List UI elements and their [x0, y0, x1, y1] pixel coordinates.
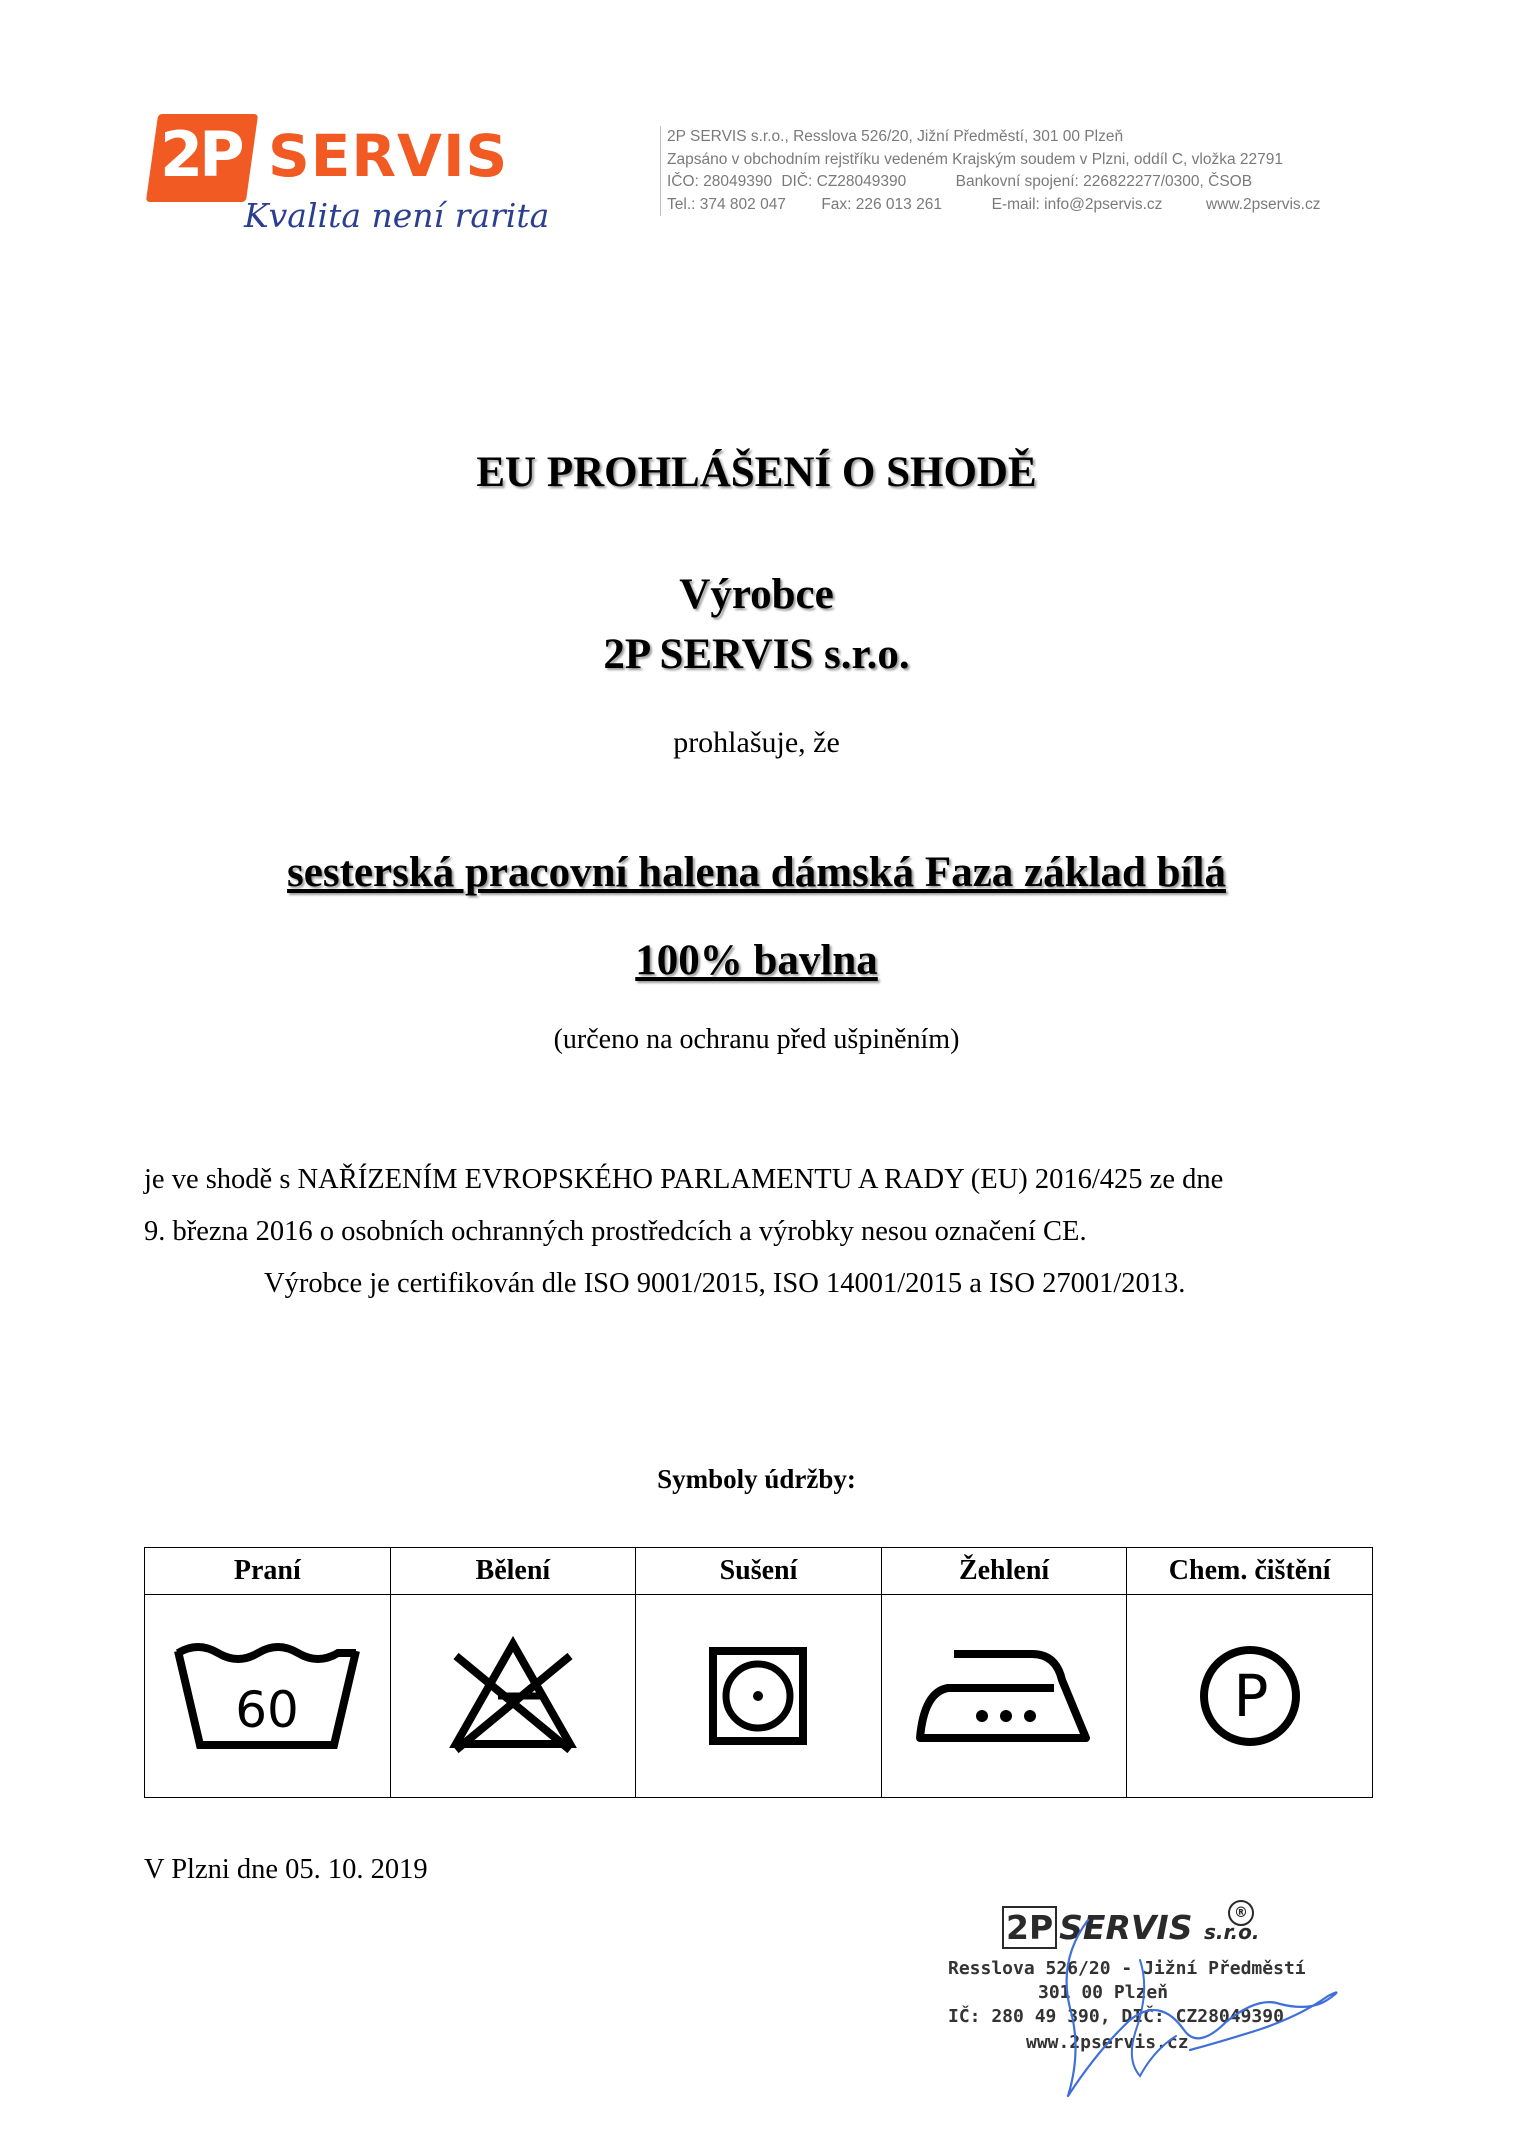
- dry-clean-letter: P: [1233, 1662, 1269, 1730]
- iron-three-dots-icon: [914, 1646, 1094, 1746]
- signature: [940, 1900, 1360, 2120]
- company-contact-row: [667, 194, 1321, 217]
- company-stamp: [940, 1900, 1360, 2120]
- care-header-row: [145, 1548, 1373, 1595]
- company-bank: Bankovní spojení: 226822277/0300, ČSOB: [955, 173, 1253, 190]
- company-ids-row: [667, 171, 1321, 194]
- company-ico: IČO: 28049390: [667, 173, 773, 190]
- document-title: EU PROHLÁŠENÍ O SHODĚ: [476, 449, 1037, 496]
- conformity-line-1: je ve shodě s NAŘÍZENÍM EVROPSKÉHO PARLAMENTU A RADY (EU) 2016/425 ze dne: [144, 1164, 1224, 1195]
- stamp-ids: IČ: 280 49 390, DIČ: CZ28049390: [948, 2006, 1284, 2027]
- dry-clean-p-icon: [1198, 1644, 1302, 1748]
- company-address: 2P SERVIS s.r.o., Resslova 526/20, Jižní Předměstí, 301 00 Plzeň: [667, 128, 1124, 145]
- manufacturer-name: 2P SERVIS s.r.o.: [603, 631, 910, 678]
- company-tel: Tel.: 374 802 047: [667, 195, 786, 213]
- stamp-web: www.2pservis.cz: [1026, 2032, 1189, 2053]
- header-ironing: Žehlení: [881, 1548, 1127, 1595]
- header-dry-cleaning: Chem. čištění: [1127, 1548, 1373, 1595]
- care-symbols-table: [144, 1547, 1373, 1798]
- cell-bleaching: [390, 1595, 636, 1798]
- manufacturer-label: Výrobce: [679, 571, 834, 618]
- declares-text: prohlašuje, že: [673, 726, 840, 759]
- wash-temperature: 60: [235, 1681, 300, 1739]
- product-name: sesterská pracovní halena dámská Faza základ bílá: [287, 849, 1226, 896]
- cell-washing: [145, 1595, 391, 1798]
- logo-tagline: Kvalita není rarita: [244, 196, 550, 235]
- stamp-name: SERVIS: [1059, 1908, 1193, 1947]
- stamp-address: Resslova 526/20 - Jižní Předměstí: [948, 1958, 1306, 1979]
- cell-dry-cleaning: [1127, 1595, 1373, 1798]
- logo-badge-text: 2P: [160, 118, 241, 191]
- certification-line: Výrobce je certifikován dle ISO 9001/2015, ISO 14001/2015 a ISO 27001/2013.: [264, 1268, 1186, 1299]
- care-symbols-title: Symboly údržby:: [657, 1464, 856, 1494]
- product-purpose: (určeno na ochranu před ušpiněním): [553, 1024, 960, 1055]
- tumble-dry-low-icon: [708, 1646, 808, 1746]
- company-web[interactable]: www.2pservis.cz: [1205, 195, 1321, 213]
- registered-mark: ®: [1228, 1900, 1254, 1926]
- care-symbols-row: [145, 1595, 1373, 1798]
- washtub-60-icon: [172, 1641, 362, 1751]
- company-email[interactable]: E-mail: info@2pservis.cz: [991, 195, 1163, 213]
- company-fax: Fax: 226 013 261: [821, 195, 942, 213]
- logo-name: SERVIS: [268, 122, 509, 190]
- place-and-date: V Plzni dne 05. 10. 2019: [144, 1854, 428, 1885]
- cell-drying: [636, 1595, 882, 1798]
- product-material: 100% bavlna: [635, 937, 878, 984]
- cell-ironing: [881, 1595, 1127, 1798]
- stamp-sro: s.r.o.: [1203, 1920, 1260, 1944]
- company-dic: DIČ: CZ28049390: [781, 173, 907, 190]
- company-logo: [152, 108, 612, 238]
- header-washing: Praní: [145, 1548, 391, 1595]
- company-registration: Zapsáno v obchodním rejstříku vedeném Krajským soudem v Plzni, oddíl C, vložka 22791: [667, 150, 1283, 168]
- stamp-city: 301 00 Plzeň: [1038, 1982, 1169, 2003]
- company-info: [660, 126, 1321, 216]
- stamp-badge: 2P: [1002, 1906, 1057, 1949]
- header-drying: Sušení: [636, 1548, 882, 1595]
- do-not-bleach-icon: [448, 1636, 578, 1756]
- header-bleaching: Bělení: [390, 1548, 636, 1595]
- conformity-line-2: 9. března 2016 o osobních ochranných prostředcích a výrobky nesou označení CE.: [144, 1216, 1087, 1247]
